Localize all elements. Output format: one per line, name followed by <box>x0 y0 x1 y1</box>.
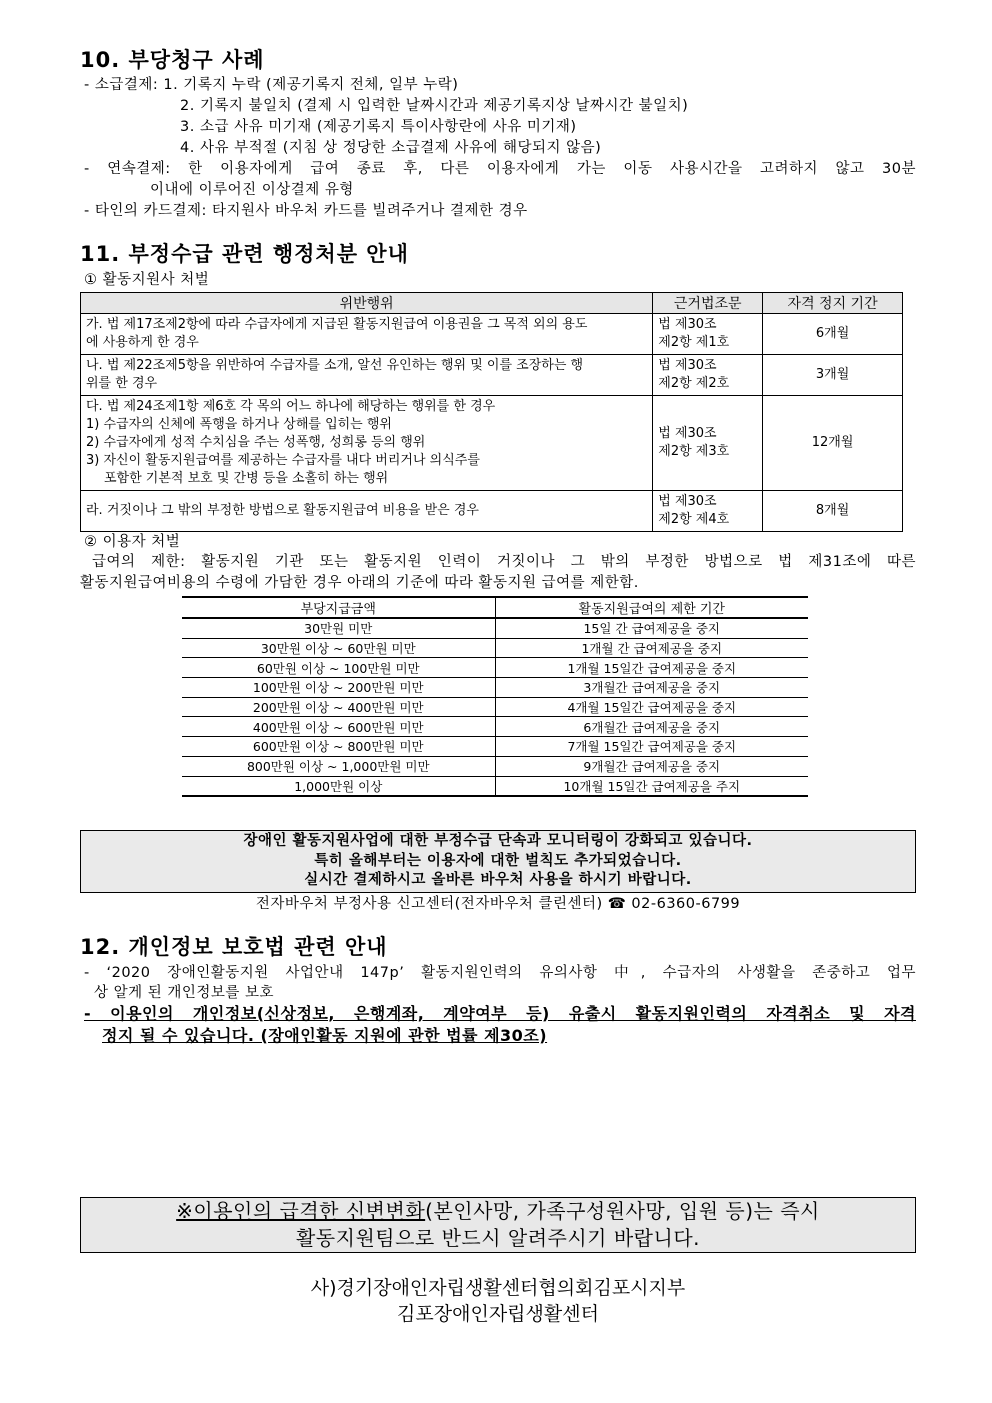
table-row <box>81 355 903 396</box>
law-text: 법 제30조 <box>658 358 717 373</box>
footer-center: 김포장애인자립생활센터 <box>397 1302 599 1325</box>
s12-line: - ‘2020 장애인활동지원 사업안내 147p’ 활동지원인력의 유의사항 中, 수급자의 사생활을 존중하고 업무 <box>84 964 916 981</box>
header-violation: 위반행위 <box>81 293 653 314</box>
amount-cell: 30만원 미만 <box>182 618 495 638</box>
restriction-paragraph: 급여의 제한: 활동지원 기관 또는 활동지원 인력이 거짓이나 그 밖의 부정한 방법으로 법 제31조에 따른 <box>92 554 916 570</box>
law-text: 법 제30조 <box>658 426 717 441</box>
period-cell: 12개월 <box>763 396 903 491</box>
sub-heading-supporter: ① 활동지원사 처벌 <box>84 272 210 288</box>
law-text: 제2항 제2호 <box>658 376 730 391</box>
act-text: 에 사용하게 한 경우 <box>86 335 199 350</box>
table-row <box>81 314 903 355</box>
table-header-row <box>81 293 903 314</box>
privacy-warning: - 이용인의 개인정보(신상정보, 은행계좌, 계약여부 등) 유출시 활동지원인력의 자격취소 및 자격 <box>84 1003 916 1023</box>
s10-line: 4. 사유 부적절 (지침 상 정당한 소급결제 사유에 해당되지 않음) <box>180 140 602 156</box>
law-text: 제2항 제1호 <box>658 335 730 350</box>
amount-cell: 200만원 이상 ~ 400만원 미만 <box>182 697 495 717</box>
section-12-title: 12. 개인정보 보호법 관련 안내 <box>80 934 388 959</box>
s10-line: - 소급결제: 1. 기록지 누락 (제공기록지 전체, 일부 누락) <box>84 77 459 93</box>
restriction-cell: 15일 간 급여제공을 중지 <box>495 618 808 638</box>
header-law: 근거법조문 <box>653 293 763 314</box>
notice-line: 실시간 결제하시고 올바른 바우처 사용을 하시기 바랍니다. <box>304 872 692 889</box>
report-center-line: 전자바우처 부정사용 신고센터(전자바우처 클린센터) ☎ 02-6360-6799 <box>255 895 741 912</box>
law-text: 제2항 제4호 <box>658 512 730 527</box>
law-text: 제2항 제3호 <box>658 444 730 459</box>
box-underlined-text: ※이용인의 급격한 신변변화 <box>176 1198 426 1223</box>
restriction-paragraph: 활동지원급여비용의 수령에 가담한 경우 아래의 기준에 따라 활동지원 급여를 제한함. <box>80 575 639 591</box>
amount-cell: 100만원 이상 ~ 200만원 미만 <box>182 678 495 698</box>
s10-line: - 연속결제: 한 이용자에게 급여 종료 후, 다른 이용자에게 가는 이동 사용시간을 고려하지 않고 30분 <box>84 161 916 177</box>
act-text: 포함한 기본적 보호 및 간병 등을 소홀히 하는 행위 <box>104 471 389 486</box>
table-row <box>182 658 808 678</box>
change-notice-box <box>80 1197 916 1253</box>
act-text: 다. 법 제24조제1항 제6호 각 목의 어느 하나에 해당하는 행위를 한 경우 <box>86 399 496 414</box>
act-text: 3) 자신이 활동지원급여를 제공하는 수급자를 내다 버리거나 의식주를 <box>86 453 480 468</box>
table-row <box>81 396 903 491</box>
amount-cell: 30만원 이상 ~ 60만원 미만 <box>182 638 495 658</box>
restriction-cell: 1개월 15일간 급여제공을 중지 <box>495 658 808 678</box>
box-line-1 <box>81 1198 915 1225</box>
period-cell: 8개월 <box>763 491 903 532</box>
period-cell: 3개월 <box>763 355 903 396</box>
act-text: 1) 수급자의 신체에 폭행을 하거나 상해를 입히는 행위 <box>86 417 392 432</box>
restriction-cell: 6개월간 급여제공을 중지 <box>495 717 808 737</box>
notice-line: 장애인 활동지원사업에 대한 부정수급 단속과 모니터링이 강화되고 있습니다. <box>243 833 753 850</box>
section-10-title: 10. 부당청구 사례 <box>80 48 265 72</box>
amount-cell: 400만원 이상 ~ 600만원 미만 <box>182 717 495 737</box>
amount-cell: 800만원 이상 ~ 1,000만원 미만 <box>182 756 495 776</box>
s10-line: 2. 기록지 불일치 (결제 시 입력한 날짜시간과 제공기록지상 날짜시간 불일치) <box>180 98 689 114</box>
restriction-cell: 4개월 15일간 급여제공을 중지 <box>495 697 808 717</box>
footer <box>80 1275 916 1327</box>
restriction-cell: 3개월간 급여제공을 중지 <box>495 678 808 698</box>
header-amount: 부당지급금액 <box>182 597 495 618</box>
s12-line: 상 알게 된 개인정보를 보호 <box>94 984 275 1001</box>
act-text: 나. 법 제22조제5항을 위반하여 수급자를 소개, 알선 유인하는 행위 및 이를 조장하는 행 <box>86 358 584 373</box>
restriction-cell: 1개월 간 급여제공을 중지 <box>495 638 808 658</box>
period-cell: 6개월 <box>763 314 903 355</box>
restriction-cell: 7개월 15일간 급여제공을 중지 <box>495 737 808 757</box>
header-restriction: 활동지원급여의 제한 기간 <box>495 597 808 618</box>
law-text: 법 제30조 <box>658 494 717 509</box>
act-text: 2) 수급자에게 성적 수치심을 주는 성폭행, 성희롱 등의 행위 <box>86 435 426 450</box>
table-row <box>182 756 808 776</box>
notice-line: 특히 올해부터는 이용자에 대한 벌칙도 추가되었습니다. <box>314 852 682 869</box>
table-row <box>182 737 808 757</box>
amount-cell: 60만원 이상 ~ 100만원 미만 <box>182 658 495 678</box>
table-row <box>182 717 808 737</box>
amount-cell: 600만원 이상 ~ 800만원 미만 <box>182 737 495 757</box>
fraud-notice-box <box>80 830 916 893</box>
act-text: 가. 법 제17조제2항에 따라 수급자에게 지급된 활동지원급여 이용권을 그 목적 외의 용도 <box>86 317 588 332</box>
table-row <box>182 638 808 658</box>
table-row <box>182 618 808 638</box>
restriction-cell: 10개월 15일간 급여제공을 주지 <box>495 776 808 796</box>
box-line-2: 활동지원팀으로 반드시 알려주시기 바랍니다. <box>295 1225 700 1250</box>
section-11-title: 11. 부정수급 관련 행정처분 안내 <box>80 242 409 266</box>
box-text: (본인사망, 가족구성원사망, 입원 등)는 즉시 <box>425 1198 820 1223</box>
act-text: 라. 거짓이나 그 밖의 부정한 방법으로 활동지원급여 비용을 받은 경우 <box>81 491 653 532</box>
s10-line: 3. 소급 사유 미기재 (제공기록지 특이사항란에 사유 미기재) <box>180 119 577 135</box>
act-text: 위를 한 경우 <box>86 376 158 391</box>
supporter-penalty-table <box>80 292 903 532</box>
header-period: 자격 정지 기간 <box>763 293 903 314</box>
table-row <box>182 678 808 698</box>
restriction-cell: 9개월간 급여제공을 중지 <box>495 756 808 776</box>
table-row <box>182 697 808 717</box>
law-text: 법 제30조 <box>658 317 717 332</box>
user-restriction-table <box>182 596 808 797</box>
amount-cell: 1,000만원 이상 <box>182 776 495 796</box>
table-row <box>182 776 808 796</box>
s10-line: 이내에 이루어진 이상결제 유형 <box>150 182 354 198</box>
s10-line: - 타인의 카드결제: 타지원사 바우처 카드를 빌려주거나 결제한 경우 <box>84 203 528 219</box>
footer-org: 사)경기장애인자립생활센터협의회김포시지부 <box>310 1276 686 1299</box>
table-header-row <box>182 597 808 618</box>
sub-heading-user: ② 이용자 처벌 <box>84 534 181 550</box>
privacy-warning: 정지 될 수 있습니다. (장애인활동 지원에 관한 법률 제30조) <box>102 1025 548 1045</box>
table-row <box>81 491 903 532</box>
document-page <box>80 44 916 1327</box>
